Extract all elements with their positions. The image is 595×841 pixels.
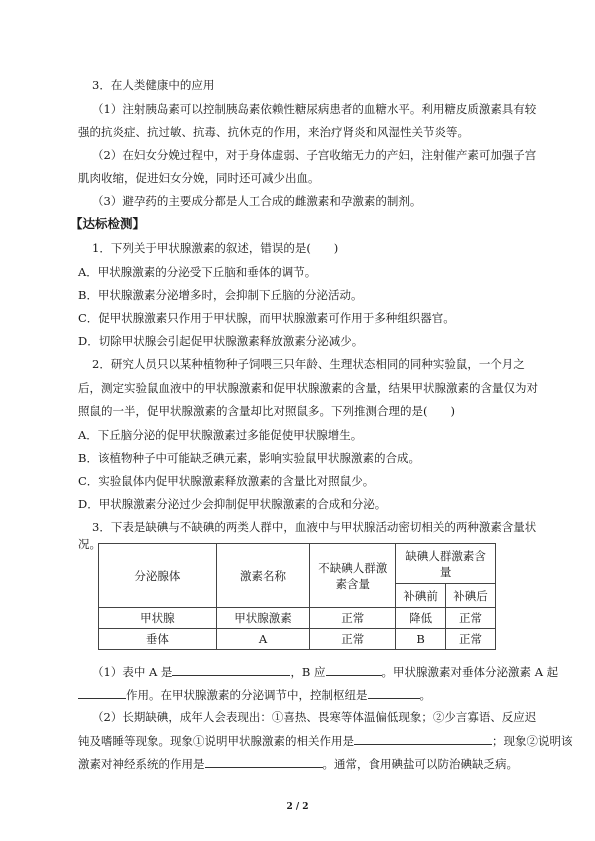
q3-sub1-line2 xyxy=(78,686,431,703)
q1-stem: 1．下列关于甲状腺激素的叙述，错误的是( ) xyxy=(92,241,339,255)
q3-sub1-text-a: （1）表中 A 是 xyxy=(92,665,173,679)
answer-blank-a[interactable] xyxy=(172,663,290,676)
application-p1-line2: 强的抗炎症、抗过敏、抗毒、抗休克的作用，来治疗肾炎和风湿性关节炎等。 xyxy=(78,125,469,139)
q3-sub1-text-b: ，B 应 xyxy=(290,665,326,679)
table-cell: 正常 xyxy=(310,608,396,629)
table-header-normal-line1: 不缺碘人群激 xyxy=(318,560,388,575)
section-heading: 【达标检测】 xyxy=(70,216,146,231)
application-p3: （3）避孕药的主要成分都是人工合成的雌激素和孕激素的制剂。 xyxy=(92,194,422,208)
q3-sub1-text-e: 。 xyxy=(419,688,431,702)
q1-option-c: C．促甲状腺激素只作用于甲状腺，而甲状腺激素可作用于多种组织器官。 xyxy=(78,311,455,325)
q3-sub1-text-c: 。甲状腺激素对垂体分泌激素 A 起 xyxy=(381,665,559,679)
q1-option-d: D．切除甲状腺会引起促甲状腺激素释放激素分泌减少。 xyxy=(78,334,364,348)
answer-blank-hub[interactable] xyxy=(368,686,420,699)
table-row xyxy=(99,629,496,650)
q3-sub2-text-b: 钝及嗜睡等现象。现象①说明甲状腺激素的相关作用是 xyxy=(78,734,354,748)
q3-sub2-text-c: ；现象②说明该 xyxy=(492,734,573,748)
table-header-hormone: 激素名称 xyxy=(216,544,310,608)
table-cell: 甲状腺 xyxy=(99,608,217,629)
page-number: 2 / 2 xyxy=(286,802,309,812)
table-cell: B xyxy=(396,629,446,650)
answer-blank-b[interactable] xyxy=(326,663,382,676)
answer-blank-phenomenon1[interactable] xyxy=(354,732,492,745)
table-row xyxy=(99,608,496,629)
table-header-deficient xyxy=(396,544,496,584)
application-title: 3．在人类健康中的应用 xyxy=(92,78,215,92)
q3-sub2-line2 xyxy=(78,732,573,749)
table-cell: 降低 xyxy=(396,608,446,629)
q2-option-c: C．实验鼠体内促甲状腺激素释放激素的含量比对照鼠少。 xyxy=(78,474,375,488)
hormone-table xyxy=(98,543,496,650)
table-header-deficient-line2: 量 xyxy=(439,564,452,579)
q3-stem-line2: 况。 xyxy=(78,537,101,551)
q3-sub2-text-d: 激素对神经系统的作用是 xyxy=(78,757,205,771)
table-cell: 正常 xyxy=(446,608,496,629)
application-p2-line2: 肌肉收缩，促进妇女分娩，同时还可减少出血。 xyxy=(78,171,320,185)
table-cell: 正常 xyxy=(310,629,396,650)
table-cell: 垂体 xyxy=(99,629,217,650)
q3-stem-line1: 3．下表是缺碘与不缺碘的两类人群中，血液中与甲状腺活动密切相关的两种激素含量状 xyxy=(92,520,537,534)
q3-sub1-text-d: 作用。在甲状腺激素的分泌调节中，控制枢纽是 xyxy=(126,688,368,702)
answer-blank-effect[interactable] xyxy=(78,686,126,699)
q1-option-b: B．甲状腺激素分泌增多时，会抑制下丘脑的分泌活动。 xyxy=(78,288,363,302)
q2-option-b: B．该植物种子中可能缺乏碘元素，影响实验鼠甲状腺激素的合成。 xyxy=(78,451,420,465)
q2-option-a: A．下丘脑分泌的促甲状腺激素过多能促使甲状腺增生。 xyxy=(78,428,363,442)
q2-stem-line2: 后，测定实验鼠血液中的甲状腺激素和促甲状腺激素的含量，结果甲状腺激素的含量仅为对 xyxy=(78,381,538,395)
q3-sub2-line3 xyxy=(78,755,518,772)
q1-option-a: A．甲状腺激素的分泌受下丘脑和垂体的调节。 xyxy=(78,265,317,279)
table-header-normal-line2: 素含量 xyxy=(335,576,371,591)
application-p1-line1: （1）注射胰岛素可以控制胰岛素依赖性糖尿病患者的血糖水平。利用糖皮质激素具有较 xyxy=(92,102,537,116)
q2-stem-line1: 2．研究人员只以某种植物种子饲喂三只年龄、生理状态相同的同种实验鼠，一个月之 xyxy=(92,357,525,371)
table-cell: A xyxy=(216,629,310,650)
table-header-deficient-line1: 缺碘人群激素含 xyxy=(405,548,486,563)
table-header-before: 补碘前 xyxy=(396,584,446,608)
q3-sub2-text-e: 。通常，食用碘盐可以防治碘缺乏病。 xyxy=(322,757,518,771)
table-header-after: 补碘后 xyxy=(446,584,496,608)
table-header-normal xyxy=(310,544,396,608)
table-cell: 正常 xyxy=(446,629,496,650)
answer-blank-phenomenon2[interactable] xyxy=(205,755,323,768)
q3-sub1-line1 xyxy=(92,663,558,680)
table-header-gland: 分泌腺体 xyxy=(99,544,217,608)
q2-stem-line3: 照鼠的一半，促甲状腺激素的含量却比对照鼠多。下列推测合理的是( ) xyxy=(78,404,455,418)
q3-sub2-line1: （2）长期缺碘，成年人会表现出：①喜热、畏寒等体温偏低现象；②少言寡语、反应迟 xyxy=(92,710,537,724)
application-p2-line1: （2）在妇女分娩过程中，对于身体虚弱、子宫收缩无力的产妇，注射催产素可加强子宫 xyxy=(92,148,537,162)
table-cell: 甲状腺激素 xyxy=(216,608,310,629)
q2-option-d: D．甲状腺激素分泌过少会抑制促甲状腺激素的合成和分泌。 xyxy=(78,497,387,511)
